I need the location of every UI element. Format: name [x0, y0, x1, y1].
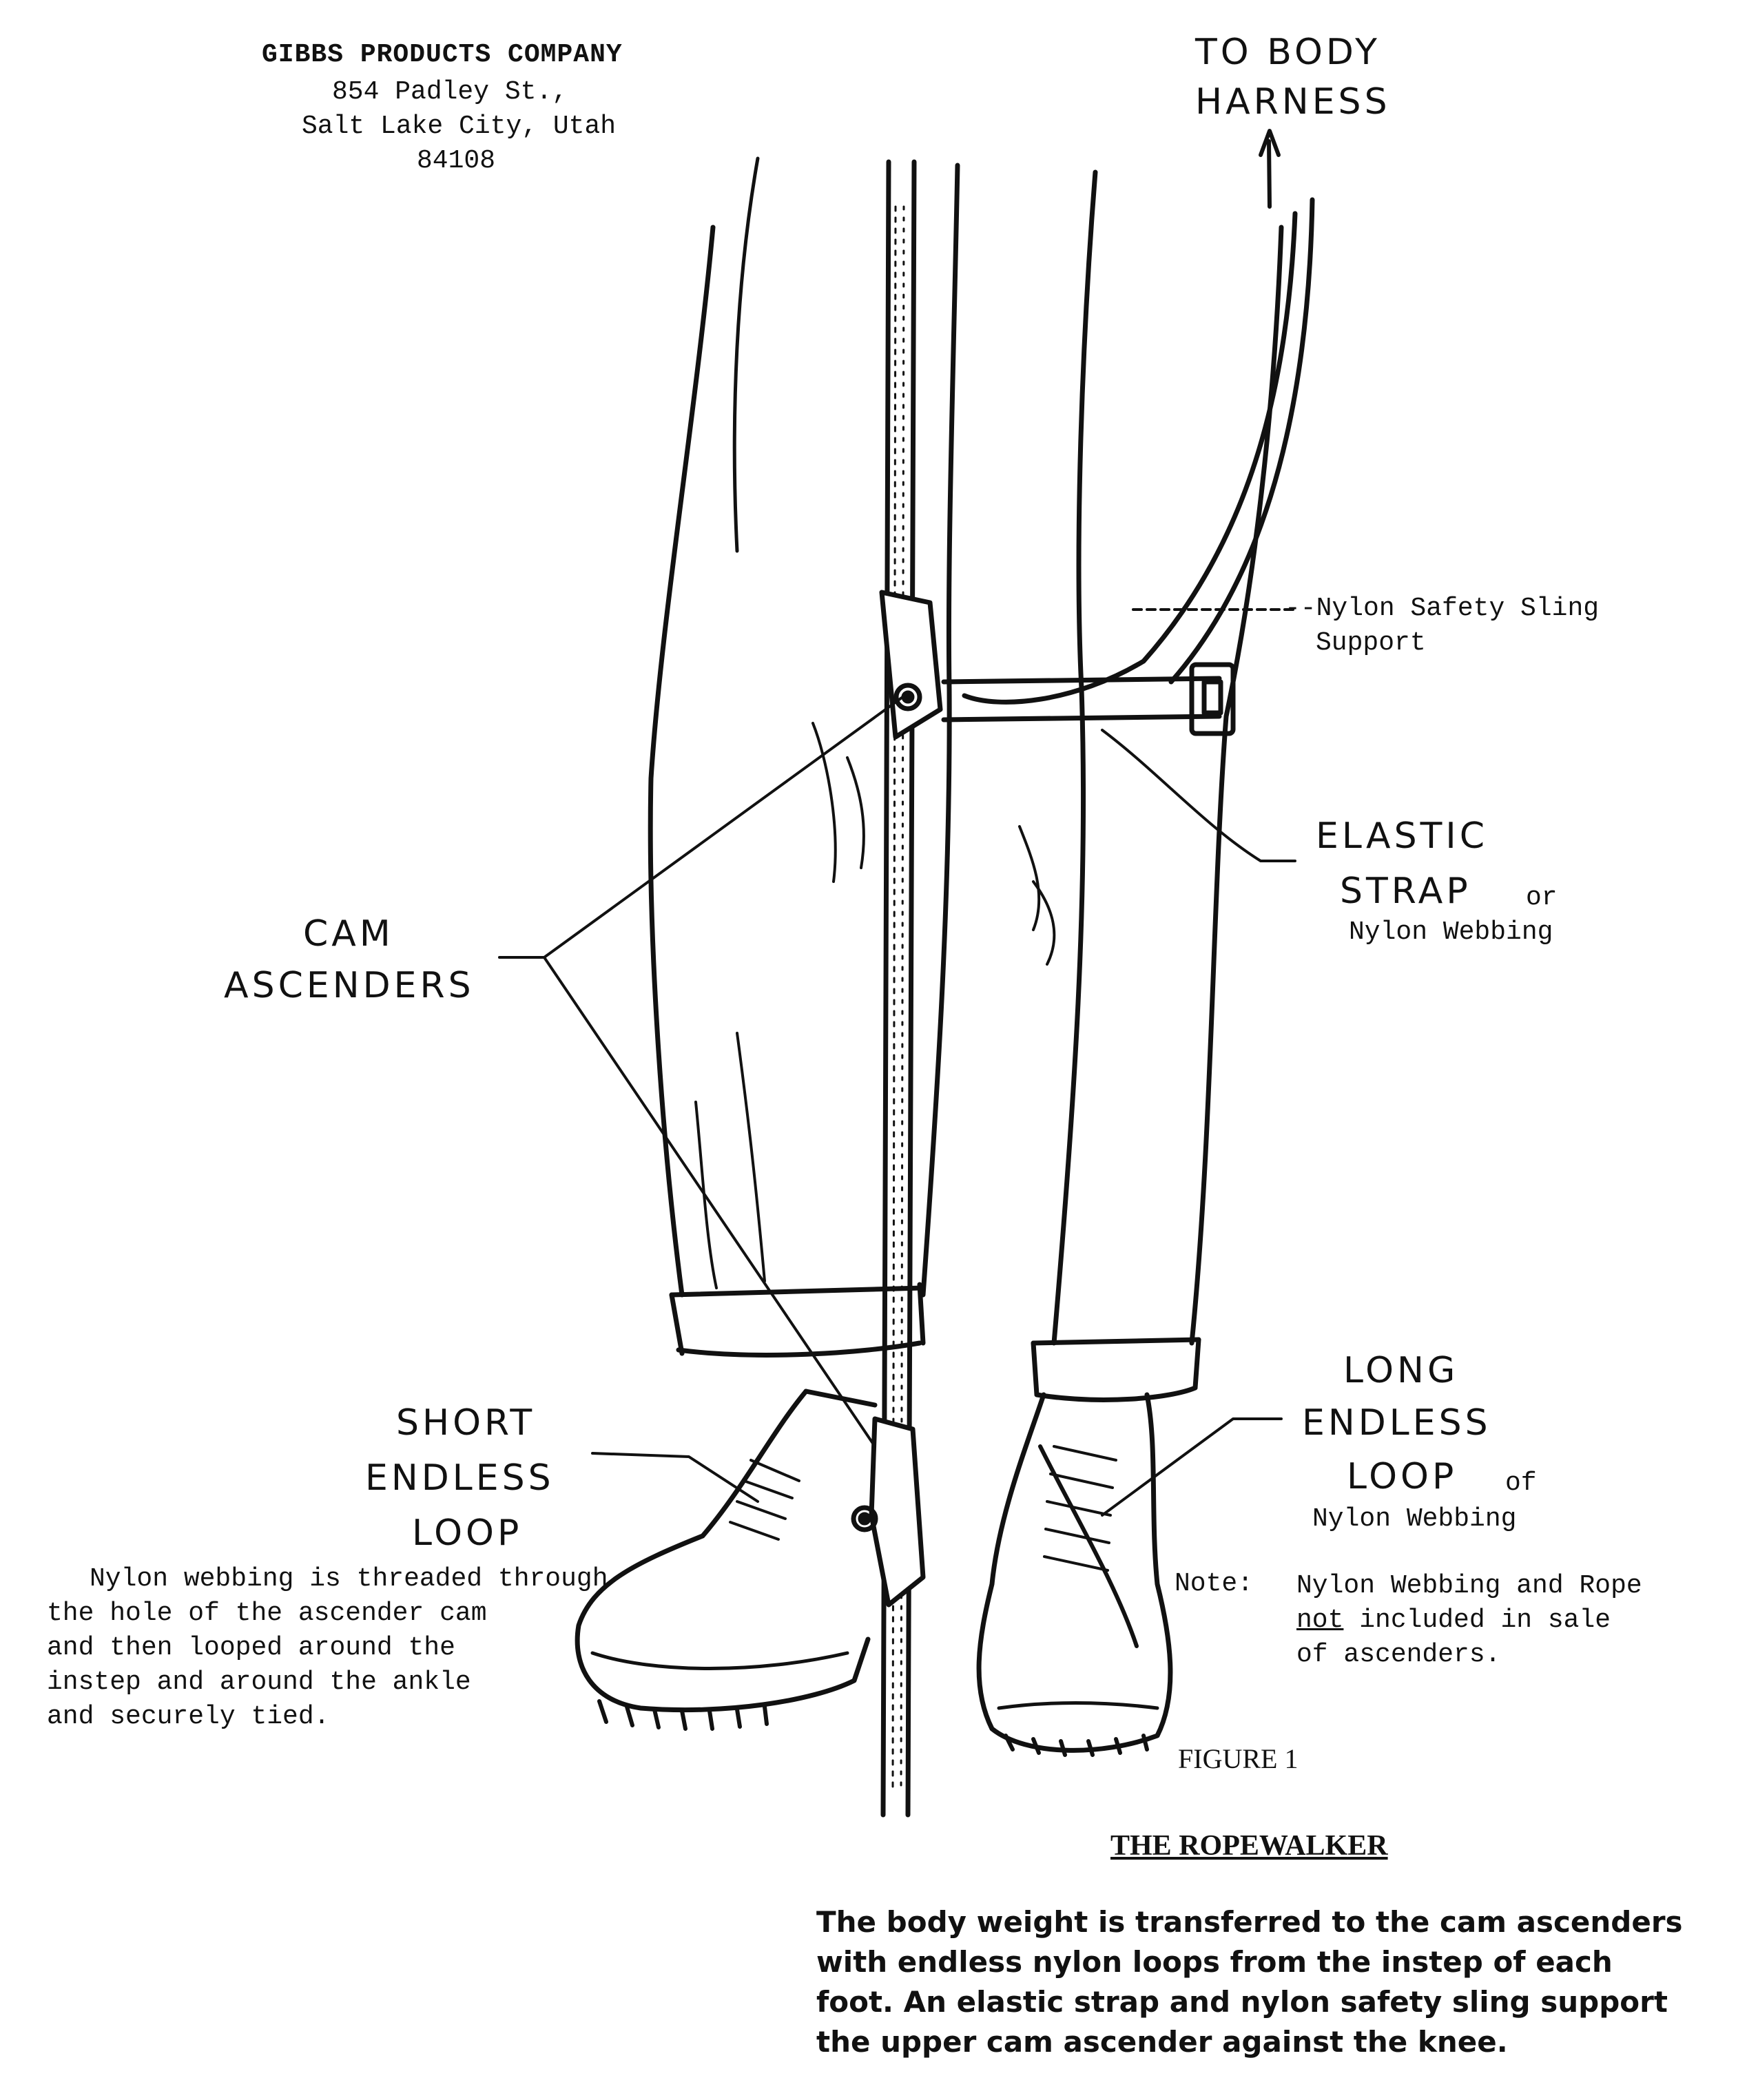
note-not-underlined: not	[1296, 1605, 1344, 1635]
label-cam-line2: ASCENDERS	[224, 965, 475, 1006]
company-street: 854 Padley St.,	[332, 77, 568, 107]
figure-label: FIGURE 1	[1178, 1743, 1299, 1774]
label-long-of: of	[1505, 1468, 1537, 1498]
label-cam-line1: CAM	[303, 913, 394, 955]
label-long-line3: LOOP	[1347, 1456, 1458, 1497]
company-city: Salt Lake City, Utah	[302, 112, 617, 141]
caption-line: foot. An elastic strap and nylon safety sling support	[816, 1985, 1668, 2019]
label-short-line2: ENDLESS	[365, 1457, 555, 1499]
instruction-line: the hole of the ascender cam	[47, 1599, 487, 1628]
document-title: THE ROPEWALKER	[1110, 1830, 1388, 1862]
note-block	[1296, 1569, 1642, 1672]
label-elastic-line1: ELASTIC	[1316, 815, 1489, 857]
instruction-line: instep and around the ankle	[47, 1667, 471, 1697]
right-boot	[979, 1395, 1170, 1755]
company-name: GIBBS PRODUCTS COMPANY	[262, 40, 623, 70]
label-to-body-line1: TO BODY	[1195, 32, 1380, 73]
label-long-line1: LONG	[1343, 1350, 1459, 1391]
note-line: Nylon Webbing and Rope	[1296, 1571, 1642, 1601]
company-zip: 84108	[417, 146, 496, 176]
right-leg	[1020, 172, 1281, 1400]
label-safety-sling-line2: Support	[1316, 628, 1426, 658]
label-elastic-line3: Nylon Webbing	[1349, 917, 1553, 947]
note-label: Note:	[1175, 1569, 1254, 1599]
label-elastic-line2: STRAP	[1340, 871, 1471, 912]
instruction-line: and then looped around the	[47, 1633, 455, 1663]
label-long-line4: Nylon Webbing	[1312, 1504, 1517, 1534]
label-safety-sling-line1: --Nylon Safety Sling	[1285, 594, 1600, 623]
instruction-line: and securely tied.	[47, 1702, 330, 1732]
caption-line: The body weight is transferred to the cam ascenders	[816, 1905, 1683, 1939]
caption-line: with endless nylon loops from the instep of each	[816, 1945, 1613, 1979]
caption-block	[816, 1902, 1683, 2062]
lower-cam-ascender	[854, 1419, 923, 1605]
label-elastic-or: or	[1526, 883, 1558, 913]
label-short-line1: SHORT	[396, 1402, 536, 1444]
instructions-block	[47, 1562, 608, 1734]
note-line	[1296, 1603, 1642, 1638]
leader-lines	[499, 610, 1299, 1515]
safety-sling	[964, 131, 1312, 702]
left-boot	[577, 1391, 875, 1729]
label-to-body-line2: HARNESS	[1195, 81, 1391, 123]
upper-cam-ascender	[882, 592, 940, 737]
caption-line: the upper cam ascender against the knee.	[816, 2025, 1508, 2059]
note-line: of ascenders.	[1296, 1640, 1501, 1670]
instruction-line: Nylon webbing is threaded through	[90, 1564, 608, 1594]
note-line2-rest: included in sale	[1343, 1605, 1611, 1635]
label-short-line3: LOOP	[412, 1512, 523, 1554]
label-long-line2: ENDLESS	[1302, 1402, 1491, 1444]
